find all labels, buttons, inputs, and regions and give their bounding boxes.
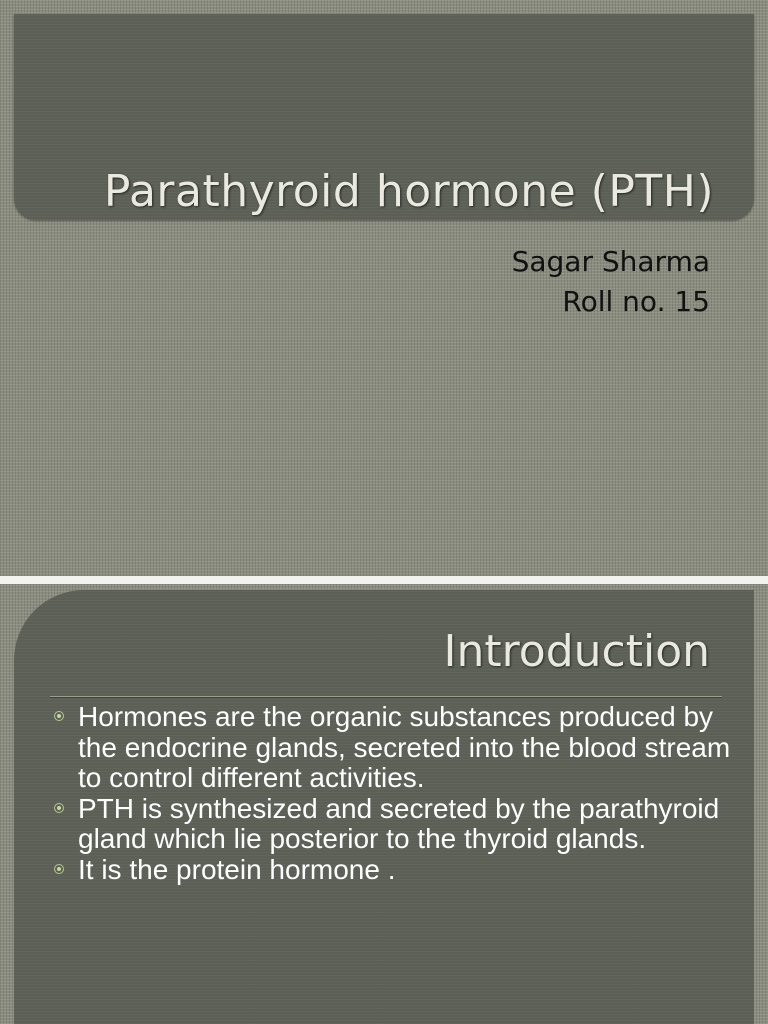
section-title: Introduction <box>443 626 710 677</box>
circle-dot-bullet-icon <box>54 711 64 721</box>
bullet-list <box>54 702 734 885</box>
roll-number: Roll no. 15 <box>562 285 710 318</box>
slide-divider <box>0 576 768 584</box>
slide-title: Parathyroid hormone (PTH) <box>103 165 714 217</box>
subtitle-block <box>512 242 710 322</box>
circle-dot-bullet-icon <box>54 803 64 813</box>
bullet-text: Hormones are the organic substances produced by the endocrine glands, secreted into the blood stream to control different activities. <box>78 701 731 793</box>
list-item <box>54 855 734 886</box>
circle-dot-bullet-icon <box>54 864 64 874</box>
list-item <box>54 794 734 855</box>
title-underline <box>50 696 722 698</box>
author-name: Sagar Sharma <box>511 245 710 278</box>
bullet-text: PTH is synthesized and secreted by the parathyroid gland which lie posterior to the thyroid glands. <box>78 792 720 854</box>
list-item <box>54 702 734 794</box>
bullet-text: It is the protein hormone . <box>78 853 396 885</box>
content-slide-panel <box>14 590 754 1024</box>
title-slide-panel <box>14 14 754 220</box>
